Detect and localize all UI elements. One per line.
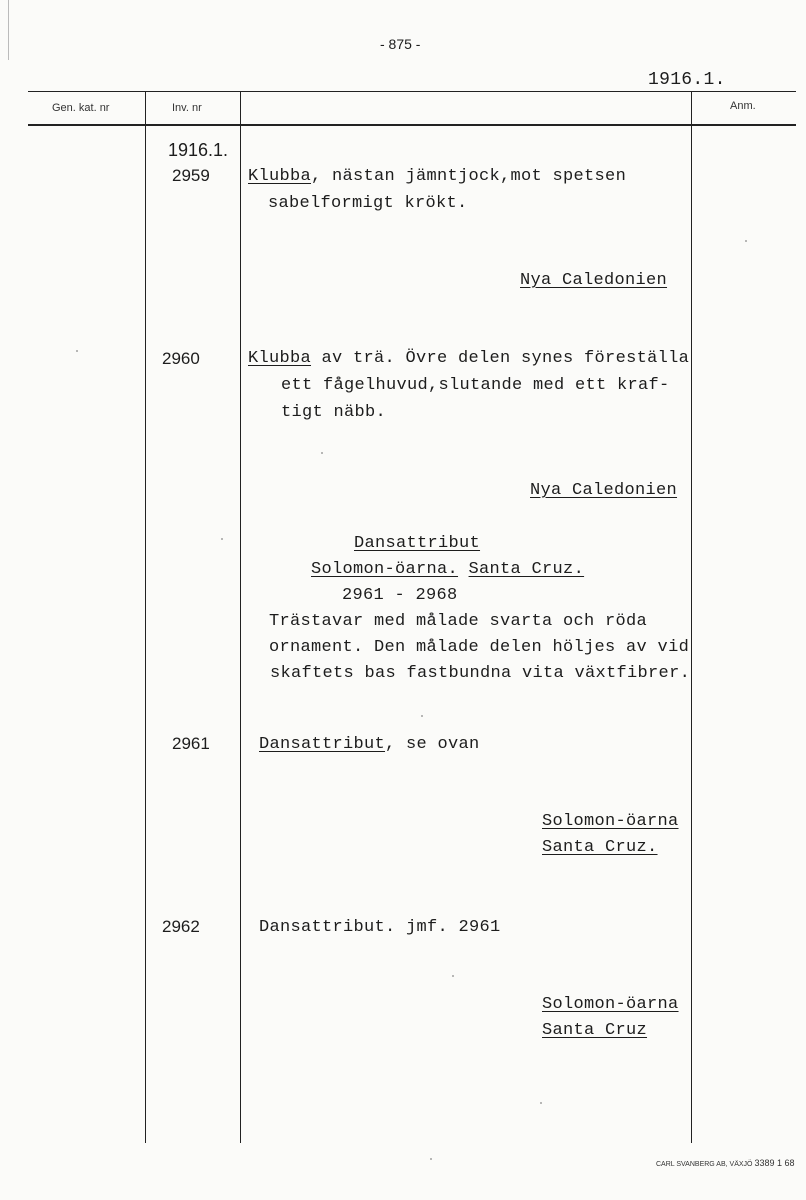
scan-speck	[321, 452, 323, 454]
scan-speck	[452, 975, 454, 977]
entry-2962-location-1: Solomon-öarna	[542, 995, 679, 1014]
scan-speck	[540, 1102, 542, 1104]
footer-code: 3389 1 68	[754, 1158, 795, 1168]
entry-2959-line2: sabelformigt krökt.	[268, 194, 468, 213]
group-desc-2: ornament. Den målade delen höljes av vid	[269, 638, 690, 657]
group-title: Dansattribut	[354, 534, 481, 553]
group-location-2: Santa Cruz.	[468, 560, 585, 579]
entry-2962-line1: Dansattribut. jmf. 2961	[259, 918, 501, 937]
group-desc-1: Trästavar med målade svarta och röda	[269, 612, 648, 631]
entry-2961-location-1: Solomon-öarna	[542, 812, 679, 831]
entry-2959-location: Nya Caledonien	[520, 271, 668, 290]
column-header-anm: Anm.	[730, 100, 756, 112]
entry-2960-line3: tigt näbb.	[281, 403, 387, 422]
scan-speck	[421, 715, 423, 717]
group-locations	[311, 560, 584, 579]
col-divider-3	[691, 91, 692, 1143]
keyword: Klubba	[248, 167, 312, 186]
keyword: Klubba	[248, 349, 312, 368]
year-header: 1916.1.	[648, 70, 726, 90]
inv-number-2961: 2961	[172, 734, 210, 753]
footer-imprint	[656, 1158, 794, 1168]
header-bottom-rule	[28, 124, 796, 126]
page-number: - 875 -	[380, 36, 421, 52]
entry-2960-location: Nya Caledonien	[530, 481, 678, 500]
entry-2960-line2: ett fågelhuvud,slutande med ett kraf-	[281, 376, 670, 395]
inv-number-2959: 2959	[172, 166, 210, 185]
footer-printer: CARL SVANBERG AB, VÄXJÖ	[656, 1161, 753, 1168]
scan-speck	[221, 538, 223, 540]
group-desc-3: skaftets bas fastbundna vita växtfibrer.	[270, 664, 691, 683]
scan-speck	[430, 1158, 432, 1160]
left-margin-line	[8, 0, 9, 60]
col-divider-1	[145, 91, 146, 1143]
keyword: Dansattribut	[259, 735, 386, 754]
header-top-rule	[28, 91, 796, 92]
entry-2961-location-2: Santa Cruz.	[542, 838, 658, 857]
scan-speck	[76, 350, 78, 352]
column-header-inv: Inv. nr	[172, 102, 202, 114]
inv-number-2960: 2960	[162, 349, 200, 368]
col-divider-2	[240, 91, 241, 1143]
column-header-gen-kat: Gen. kat. nr	[52, 102, 110, 114]
entry-text: , se ovan	[385, 735, 480, 754]
entry-2960-line1	[248, 349, 689, 368]
block-year: 1916.1.	[168, 140, 229, 160]
group-location-1: Solomon-öarna.	[311, 560, 459, 579]
entry-text: , nästan jämntjock,mot spetsen	[311, 167, 627, 186]
group-range: 2961 - 2968	[342, 586, 458, 605]
scan-speck	[745, 240, 747, 242]
entry-text: av trä. Övre delen synes föreställa	[311, 349, 690, 368]
entry-2962-location-2: Santa Cruz	[542, 1021, 648, 1040]
inv-number-2962: 2962	[162, 917, 200, 936]
entry-2959-line1	[248, 167, 626, 186]
entry-2961-line1	[259, 735, 480, 754]
